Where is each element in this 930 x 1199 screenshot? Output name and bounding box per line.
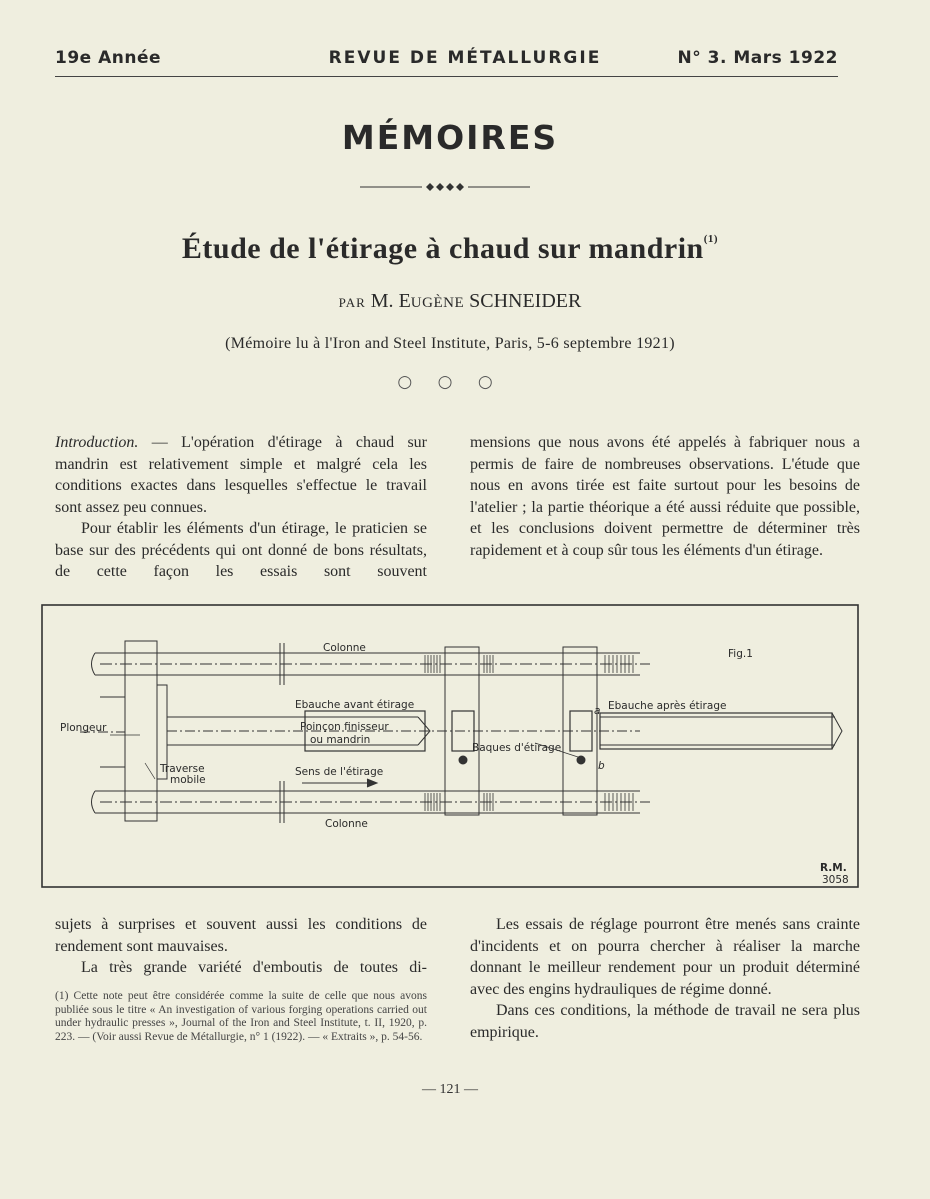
author-title: M. [370,290,394,312]
paragraph-5: La très grande variété d'emboutis de toutes di- [81,959,427,976]
author-line [0,290,920,313]
article-title-text: Étude de l'étirage à chaud sur mandrin [181,232,704,265]
author-first-rest: UGÈNE [410,295,465,311]
column-left-top [55,432,427,583]
label-ebauche-apres: Ebauche après étirage [608,700,727,712]
label-baques: Baques d'étirage [472,742,562,754]
label-rm-number: 3058 [822,874,849,886]
label-mark-b: b [598,760,605,772]
author-par: PAR [338,295,366,310]
paragraph-6: Les essais de réglage pourront être menés sans crainte d'incidents et on pourra chercher à réaliser la marche donnant le meilleur rendement pour un produit déterminé avec des engins hydrauliques de régime donné. [470,916,860,998]
paragraph-2: Pour établir les éléments d'un étirage, le praticien se base sur des précédents qui ont donné de bons résultats, de cette façon les essais sont souvent [55,520,427,580]
footnote: (1) Cette note peut être considérée comme la suite de celle que nous avons publiée sous le titre « An investigation of various forging operations carried out under hydraulic presses », Journal of the Iron and Steel Institute, t. II, 1920, p. 223. — (Voir aussi Revue de Métallurgie, n° 1 (1922). — « Extraits », p. 54-56. [55,990,427,1043]
figure-label: Fig.1 [728,648,753,660]
label-colonne-bottom: Colonne [325,818,368,830]
label-colonne-top: Colonne [323,642,366,654]
separator-circles: ○ ○ ○ [397,372,503,392]
running-header-year: 19e Année [55,48,162,68]
column-right-top [470,432,860,561]
label-mark-a: a [594,705,601,717]
figure-1 [40,603,860,889]
intro-label: Introduction. [55,434,139,451]
label-traverse-1: Traverse [160,763,205,775]
paragraph-intro [55,432,427,518]
running-header-journal: REVUE DE MÉTALLURGIE [328,48,602,68]
page-number: — 121 — [422,1082,478,1097]
section-title: MÉMOIRES [341,118,559,157]
running-header-issue: N° 3. Mars 1922 [677,48,838,68]
column-left-bottom [55,914,427,979]
label-traverse-2: mobile [170,774,206,786]
paragraph-4: sujets à surprises et souvent aussi les conditions de rendement sont mauvaises. [55,916,427,955]
title-footnote-ref: (1) [703,233,719,245]
ornament-divider [360,180,530,194]
intro-text: — L'opération d'étirage à chaud sur mandrin est relativement simple et malgré cela les conditions exactes dans lesquelles s'effectue le travail sont assez peu connues. [55,434,427,516]
paragraph-7: Dans ces conditions, la méthode de travail ne sera plus empirique. [470,1002,860,1041]
author-first-initial: E [398,290,411,312]
paragraph-3: mensions que nous avons été appelés à fabriquer nous a permis de faire de nombreuses observations. L'étude que nous en avons tirée est faite surtout pour les besoins de l'atelier ; la partie théorique a été aussi réduite que possible, et les conclusions doivent permettre de déterminer très rapidement et à coup sûr tous les éléments d'un étirage. [470,434,860,559]
header-rule [55,76,838,77]
label-plongeur: Plongeur [60,722,107,734]
memoire-note: (Mémoire lu à l'Iron and Steel Institute, Paris, 5-6 septembre 1921) [225,335,675,352]
column-right-bottom [470,914,860,1043]
label-rm: R.M. [820,862,847,874]
author-last: SCHNEIDER [469,290,582,312]
label-poincon-2: ou mandrin [310,734,371,746]
label-sens: Sens de l'étirage [295,766,384,778]
label-ebauche-avant: Ebauche avant étirage [295,699,415,711]
label-poincon-1: Poinçon finisseur [300,721,389,733]
article-title [0,232,900,266]
